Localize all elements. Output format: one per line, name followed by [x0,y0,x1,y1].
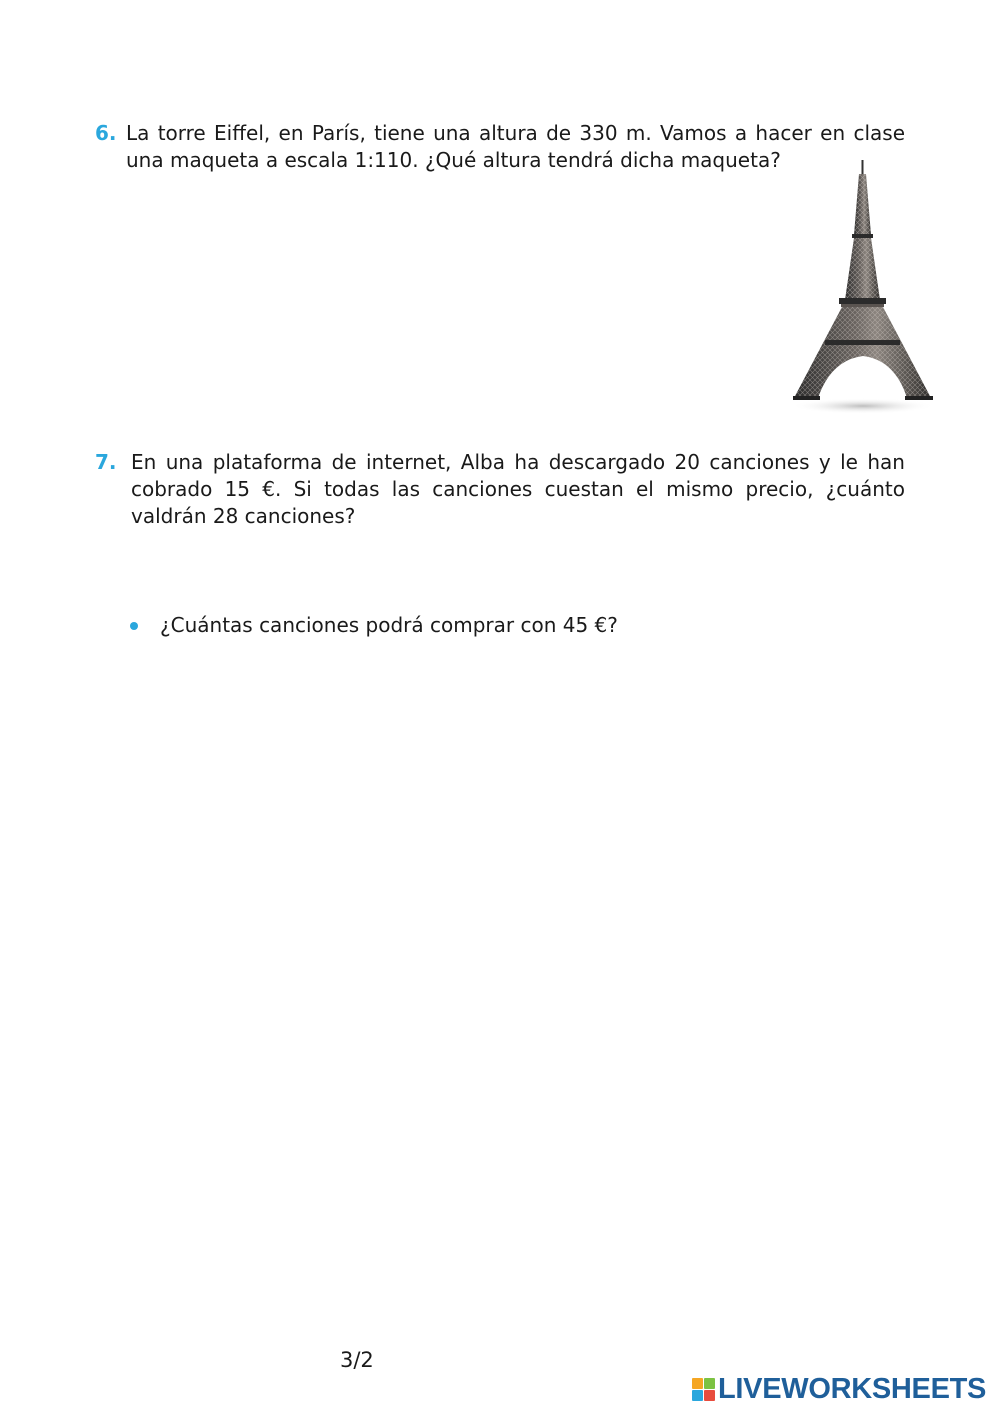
brand-name: LIVEWORKSHEETS [718,1372,987,1405]
logo-tile [692,1378,703,1389]
eiffel-tower-image [785,160,940,415]
logo-tile [704,1390,715,1401]
logo-tile [692,1390,703,1401]
question-6 [95,120,905,174]
question-number: 6. [95,121,117,145]
question-number: 7. [95,450,117,474]
logo-tiles-icon [692,1378,715,1401]
question-7 [95,449,905,530]
question-text: La torre Eiffel, en París, tiene una altura de 330 m. Vamos a hacer en clase una maqueta a escala 1:110. ¿Qué altura tendrá dicha maqueta? [126,121,905,172]
question-text: En una plataforma de internet, Alba ha descargado 20 canciones y le han cobrado 15 €. Si todas las canciones cuestan el mismo precio, ¿cuánto valdrán 28 canciones? [131,450,905,528]
logo-tile [704,1378,715,1389]
sub-question [130,612,618,639]
page-number: 3/2 [340,1348,374,1372]
liveworksheets-logo [692,1372,986,1406]
bullet-icon [130,622,138,630]
sub-question-text: ¿Cuántas canciones podrá comprar con 45 €? [160,613,618,637]
